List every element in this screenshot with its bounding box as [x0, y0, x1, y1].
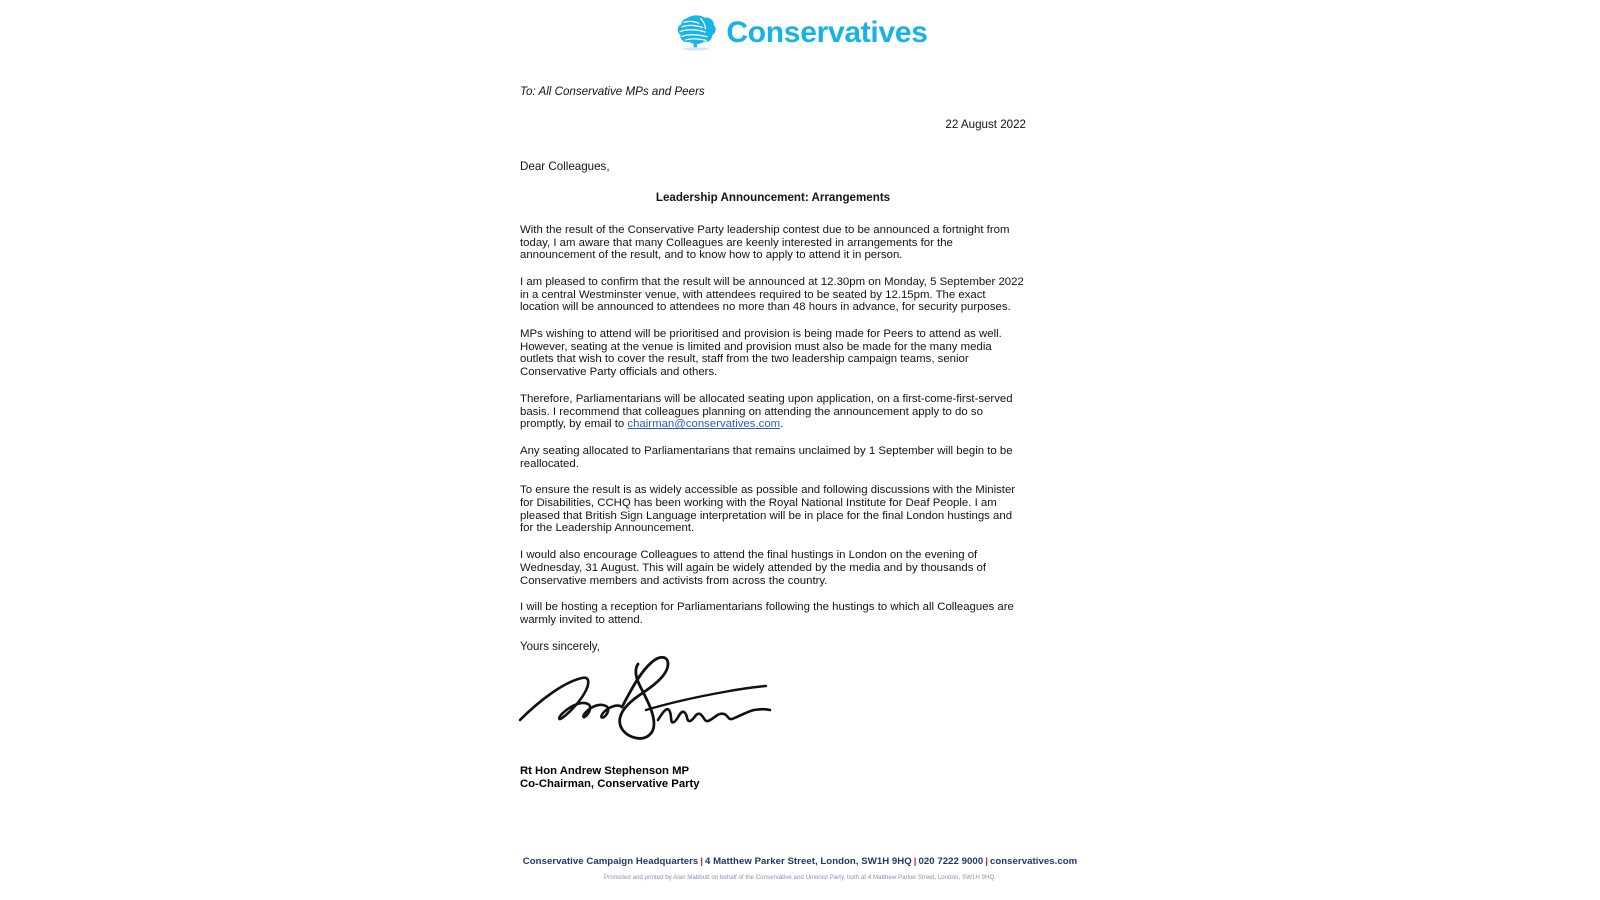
salutation: Dear Colleagues, [520, 160, 610, 174]
conservatives-wordmark: Conservatives [726, 16, 928, 49]
letter-body [520, 86, 1026, 659]
footer-imprint: Promoted and printed by Alan Mabbutt on behalf of the Conservative and Unionist Party, both at 4 Matthew Parker Street, London, SW1H 9HQ. [604, 874, 996, 881]
sign-off: Yours sincerely, [520, 640, 600, 653]
recipient-line: To: All Conservative MPs and Peers [520, 85, 705, 98]
paragraph: MPs wishing to attend will be prioritised and provision is being made for Peers to attend as well. However, seating at the venue is limited and provision must also be made for the many media outlets that wish to cover the result, staff from the two leadership campaign teams, senior Conservative Party officials and others. [520, 328, 1002, 379]
paragraph-text-before: Therefore, Parliamentarians will be allocated seating upon application, on a first-come-first-served basis. I recommend that colleagues planning on attending the announcement apply to do so promptly, by email to [520, 392, 1013, 431]
paragraph-with-email [520, 393, 1026, 431]
letter-date: 22 August 2022 [945, 117, 1026, 131]
paragraph: With the result of the Conservative Party leadership contest due to be announced a fortnight from today, I am aware that many Colleagues are keenly interested in arrangements for the announcement of the result, and to know how to apply to attend it in person. [520, 223, 1010, 262]
paragraph: To ensure the result is as widely accessible as possible and following discussions with the Minister for Disabilities, CCHQ has been working with the Royal National Institute for Deaf People. I am pleased that British Sign Language interpretation will be in place for the final London hustings and for the Leadership Announcement. [520, 484, 1016, 535]
paragraph: I would also encourage Colleagues to attend the final hustings in London on the evening of Wednesday, 31 August. This will again be widely attended by the media and by thousands of Conservative members and activists from across the country. [520, 549, 987, 587]
handwritten-signature-icon [518, 648, 780, 760]
signer-block [520, 765, 700, 791]
signature-block [518, 648, 788, 764]
footer-website: conservatives.com [989, 856, 1078, 867]
signer-name: Rt Hon Andrew Stephenson MP [520, 765, 690, 777]
letter-subject: Leadership Announcement: Arrangements [655, 191, 891, 205]
footer-phone: 020 7222 9000 [918, 856, 984, 867]
footer-contact-line [0, 855, 1600, 868]
chairman-email-link[interactable]: chairman@conservatives.com [627, 418, 781, 431]
paragraph: I am pleased to confirm that the result will be announced at 12.30pm on Monday, 5 September 2022 in a central Westminster venue, with attendees required to be seated by 12.15pm. The exact location will be announced to attendees no more than 48 hours in advance, for security purposes. [520, 275, 1024, 314]
paragraph: Any seating allocated to Parliamentarians that remains unclaimed by 1 September will begin to be reallocated. [520, 444, 1013, 470]
footer-separator: | [700, 856, 704, 867]
footer-org: Conservative Campaign Headquarters [522, 856, 699, 867]
footer-separator: | [985, 856, 988, 867]
footer-separator: | [913, 856, 917, 867]
page-footer [0, 855, 1600, 882]
conservative-oak-tree-icon [672, 12, 720, 54]
signer-title: Co-Chairman, Conservative Party [520, 778, 700, 791]
footer-address: 4 Matthew Parker Street, London, SW1H 9HQ [705, 856, 912, 867]
paragraph: I will be hosting a reception for Parliamentarians following the hustings to which all Colleagues are warmly invited to attend. [520, 601, 1014, 626]
paragraph-text-after: . [780, 418, 784, 431]
letterhead [0, 12, 1600, 54]
